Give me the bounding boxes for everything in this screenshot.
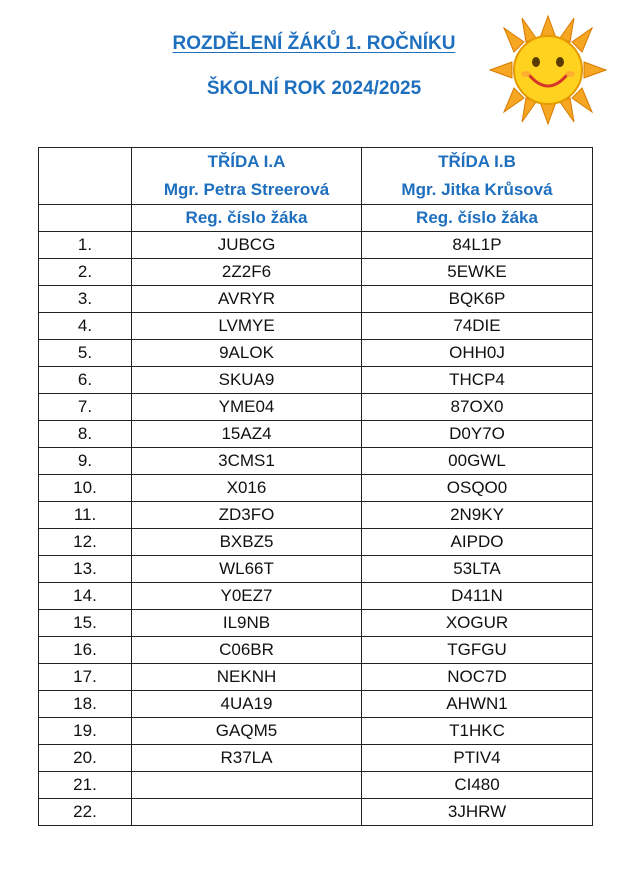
class-b-reg-number: XOGUR: [362, 610, 593, 637]
class-a-subheader: Reg. číslo žáka: [132, 205, 362, 232]
class-a-reg-number: [132, 772, 362, 799]
class-a-reg-number: Y0EZ7: [132, 583, 362, 610]
class-b-reg-number: 87OX0: [362, 394, 593, 421]
row-number: 1.: [39, 232, 132, 259]
class-b-reg-number: NOC7D: [362, 664, 593, 691]
class-b-reg-number: D0Y7O: [362, 421, 593, 448]
class-b-reg-number: 74DIE: [362, 313, 593, 340]
class-b-teacher: Mgr. Jitka Krůsová: [401, 180, 553, 199]
class-a-teacher: Mgr. Petra Streerová: [163, 180, 330, 199]
table-row: [39, 529, 593, 556]
table-row: [39, 232, 593, 259]
table-row: [39, 340, 593, 367]
class-a-reg-number: 3CMS1: [132, 448, 362, 475]
table-row: [39, 718, 593, 745]
table-row: [39, 556, 593, 583]
row-number: 5.: [39, 340, 132, 367]
class-b-reg-number: 5EWKE: [362, 259, 593, 286]
class-b-reg-number: 84L1P: [362, 232, 593, 259]
table-row: [39, 502, 593, 529]
row-number: 17.: [39, 664, 132, 691]
class-b-reg-number: PTIV4: [362, 745, 593, 772]
row-number: 15.: [39, 610, 132, 637]
row-number: 6.: [39, 367, 132, 394]
class-a-reg-number: X016: [132, 475, 362, 502]
row-number: 22.: [39, 799, 132, 826]
table-header-row: [39, 148, 593, 205]
row-number: 21.: [39, 772, 132, 799]
class-a-reg-number: C06BR: [132, 637, 362, 664]
table-subheader-row: [39, 205, 593, 232]
class-b-reg-number: OSQO0: [362, 475, 593, 502]
table-row: [39, 286, 593, 313]
row-number: 7.: [39, 394, 132, 421]
class-a-reg-number: IL9NB: [132, 610, 362, 637]
class-a-header: [132, 148, 362, 205]
class-a-reg-number: YME04: [132, 394, 362, 421]
table-row: [39, 664, 593, 691]
row-number: 18.: [39, 691, 132, 718]
class-b-reg-number: 2N9KY: [362, 502, 593, 529]
class-a-reg-number: GAQM5: [132, 718, 362, 745]
row-number: 4.: [39, 313, 132, 340]
class-b-reg-number: 53LTA: [362, 556, 593, 583]
row-number: 16.: [39, 637, 132, 664]
class-a-name: TŘÍDA I.A: [207, 152, 286, 171]
subheader-empty-cell: [39, 205, 132, 232]
class-b-reg-number: D411N: [362, 583, 593, 610]
class-a-reg-number: WL66T: [132, 556, 362, 583]
class-b-reg-number: BQK6P: [362, 286, 593, 313]
class-a-reg-number: 9ALOK: [132, 340, 362, 367]
class-b-reg-number: T1HKC: [362, 718, 593, 745]
class-a-reg-number: JUBCG: [132, 232, 362, 259]
class-b-reg-number: TGFGU: [362, 637, 593, 664]
row-number: 2.: [39, 259, 132, 286]
table-row: [39, 475, 593, 502]
class-b-subheader: Reg. číslo žáka: [362, 205, 593, 232]
class-a-reg-number: NEKNH: [132, 664, 362, 691]
class-b-header: [362, 148, 593, 205]
row-number: 3.: [39, 286, 132, 313]
school-year-subtitle: ŠKOLNÍ ROK 2024/2025: [206, 78, 422, 99]
class-a-reg-number: AVRYR: [132, 286, 362, 313]
table-row: [39, 448, 593, 475]
table-row: [39, 259, 593, 286]
class-b-name: TŘÍDA I.B: [438, 152, 516, 171]
row-number: 8.: [39, 421, 132, 448]
class-b-reg-number: CI480: [362, 772, 593, 799]
class-a-reg-number: 15AZ4: [132, 421, 362, 448]
class-b-reg-number: OHH0J: [362, 340, 593, 367]
class-a-reg-number: SKUA9: [132, 367, 362, 394]
row-number: 11.: [39, 502, 132, 529]
table-row: [39, 394, 593, 421]
table-row: [39, 799, 593, 826]
class-b-reg-number: AHWN1: [362, 691, 593, 718]
class-b-reg-number: 00GWL: [362, 448, 593, 475]
class-a-reg-number: [132, 799, 362, 826]
row-number: 19.: [39, 718, 132, 745]
class-b-reg-number: 3JHRW: [362, 799, 593, 826]
class-a-reg-number: ZD3FO: [132, 502, 362, 529]
class-a-reg-number: BXBZ5: [132, 529, 362, 556]
smiling-sun-icon: [486, 14, 610, 126]
table-row: [39, 637, 593, 664]
row-number: 20.: [39, 745, 132, 772]
table-row: [39, 772, 593, 799]
table-row: [39, 421, 593, 448]
class-a-reg-number: LVMYE: [132, 313, 362, 340]
row-number: 13.: [39, 556, 132, 583]
class-a-reg-number: R37LA: [132, 745, 362, 772]
row-number: 9.: [39, 448, 132, 475]
table-row: [39, 583, 593, 610]
row-number: 12.: [39, 529, 132, 556]
table-row: [39, 691, 593, 718]
class-b-reg-number: AIPDO: [362, 529, 593, 556]
row-number: 10.: [39, 475, 132, 502]
table-row: [39, 745, 593, 772]
page-title: ROZDĚLENÍ ŽÁKŮ 1. ROČNÍKU: [172, 33, 456, 54]
table-row: [39, 367, 593, 394]
class-a-reg-number: 4UA19: [132, 691, 362, 718]
header-empty-cell: [39, 148, 132, 205]
class-a-reg-number: 2Z2F6: [132, 259, 362, 286]
class-b-reg-number: THCP4: [362, 367, 593, 394]
row-number: 14.: [39, 583, 132, 610]
table-row: [39, 313, 593, 340]
table-row: [39, 610, 593, 637]
student-distribution-table: [38, 147, 593, 826]
